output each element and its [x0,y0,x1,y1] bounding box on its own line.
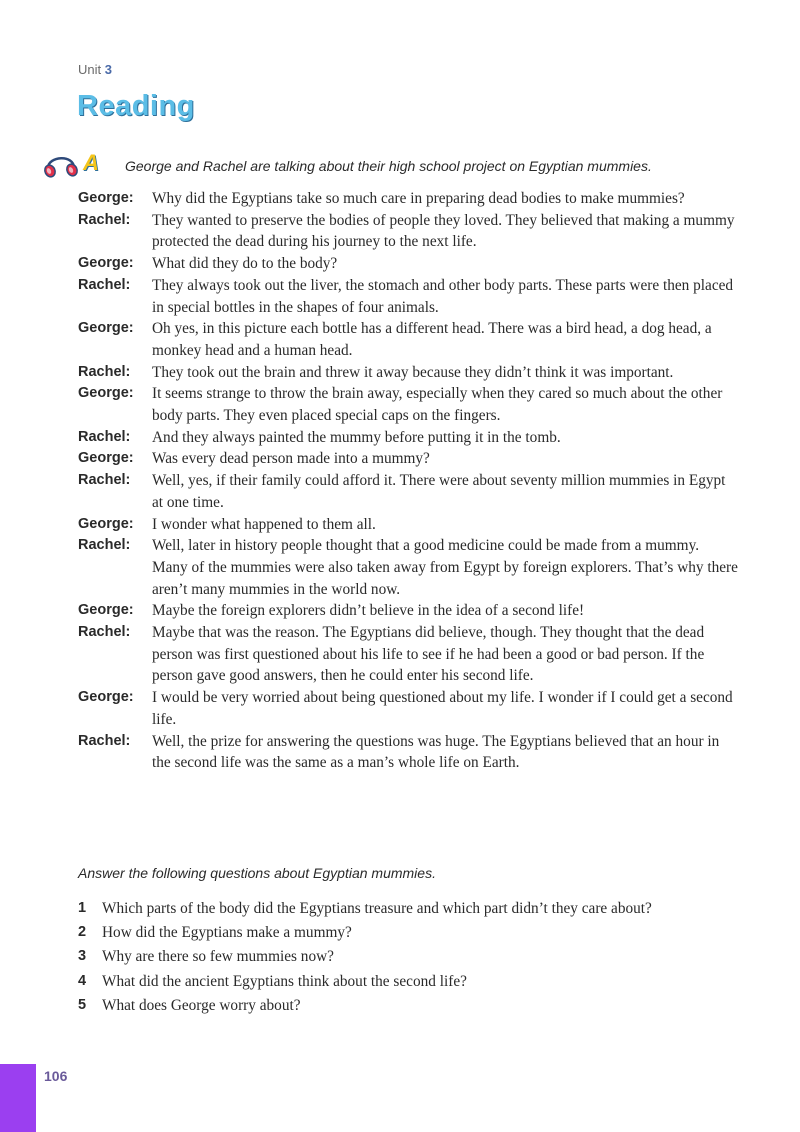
dialogue-line [78,210,738,253]
dialogue-line [78,470,738,513]
speaker: George: [78,385,134,402]
dialogue-line [78,687,738,730]
speaker: George: [78,515,134,532]
speaker: George: [78,450,134,467]
question-number: 3 [78,948,87,965]
dialogue-line [78,362,738,384]
speech: And they always painted the mummy before putting it in the tomb. [152,428,561,446]
speaker: George: [78,255,134,272]
unit-label [78,62,112,77]
section-a-header [42,150,782,178]
dialogue-line [78,600,738,622]
question-text: What does George worry about? [102,996,301,1014]
speech: It seems strange to throw the brain away, especially when they cared so much about the other body parts. They even placed special caps on the fingers. [152,385,723,425]
speaker: George: [78,190,134,206]
dialogue-line [78,188,738,210]
speaker: Rachel: [78,211,131,228]
page-sidebar-bar [0,1064,36,1132]
speech: What did they do to the body? [152,255,338,273]
dialogue-line [78,622,738,687]
question-item [78,922,728,944]
question-item [78,995,728,1017]
speaker: George: [78,689,134,706]
question-number: 5 [78,996,87,1013]
question-text: How did the Egyptians make a mummy? [102,924,352,942]
section-intro: George and Rachel are talking about their high school project on Egyptian mummies. [125,158,652,174]
speaker: Rachel: [78,428,131,445]
speaker: George: [78,602,134,619]
page-title: Reading [77,90,195,122]
speaker: Rachel: [78,732,131,749]
speech: They always took out the liver, the stomach and other body parts. These parts were then placed in special bottles in the shapes of four animals. [152,276,734,316]
dialogue-line [78,448,738,470]
question-item [78,971,728,993]
speech: Maybe that was the reason. The Egyptians did believe, though. They thought that the dead person was first questioned about his life to see if he had been a good or bad person. If the person gave good answers, then he could enter his second life. [152,624,705,685]
speech: Well, the prize for answering the questions was huge. The Egyptians believed that an hour in the second life was the same as a man’s whole life on Earth. [152,732,720,772]
question-text: Which parts of the body did the Egyptians treasure and which part didn’t they care about? [102,900,652,917]
speech: They took out the brain and threw it away because they didn’t think it was important. [152,363,674,381]
speaker: Rachel: [78,276,131,293]
speaker: Rachel: [78,537,131,554]
speech: Was every dead person made into a mummy? [152,450,430,468]
speech: I wonder what happened to them all. [152,515,376,533]
dialogue-line [78,427,738,449]
dialogue [78,188,738,774]
question-text: Why are there so few mummies now? [102,948,334,966]
question-text: What did the ancient Egyptians think about the second life? [102,972,467,990]
dialogue-line [78,535,738,600]
speaker: Rachel: [78,624,131,641]
unit-word: Unit [78,62,102,77]
speech: Why did the Egyptians take so much care in preparing dead bodies to make mummies? [152,190,685,207]
question-item [78,898,728,920]
question-number: 1 [78,900,87,916]
dialogue-line [78,275,738,318]
speech: I would be very worried about being questioned about my life. I wonder if I could get a second life. [152,689,733,728]
dialogue-line [78,383,738,426]
questions-instructions: Answer the following questions about Egyptian mummies. [78,865,436,881]
question-number: 4 [78,972,87,989]
speech: Well, yes, if their family could afford it. There were about seventy million mummies in Egypt at one time. [152,472,726,511]
speech: They wanted to preserve the bodies of people they loved. They believed that making a mummy protected the dead during his journey to the next life. [152,211,735,251]
dialogue-line [78,318,738,361]
speech: Oh yes, in this picture each bottle has a different head. There was a bird head, a dog head, a monkey head and a human head. [152,320,712,359]
section-letter-a: A [83,150,99,175]
headphones-icon[interactable] [42,150,80,185]
question-item [78,946,728,968]
page-number: 106 [44,1068,68,1084]
dialogue-line [78,514,738,536]
speaker: Rachel: [78,472,131,489]
speaker: George: [78,320,134,337]
question-number: 2 [78,924,87,941]
dialogue-line [78,253,738,275]
speaker: Rachel: [78,363,131,380]
dialogue-line [78,731,738,774]
questions-list [78,898,728,1019]
unit-number: 3 [104,62,112,77]
speech: Maybe the foreign explorers didn’t believe in the idea of a second life! [152,602,585,620]
speech: Well, later in history people thought that a good medicine could be made from a mummy. Many of the mummies were also taken away from Egypt by foreign explorers. That’s why there aren’t many mummies in the world now. [152,537,738,598]
